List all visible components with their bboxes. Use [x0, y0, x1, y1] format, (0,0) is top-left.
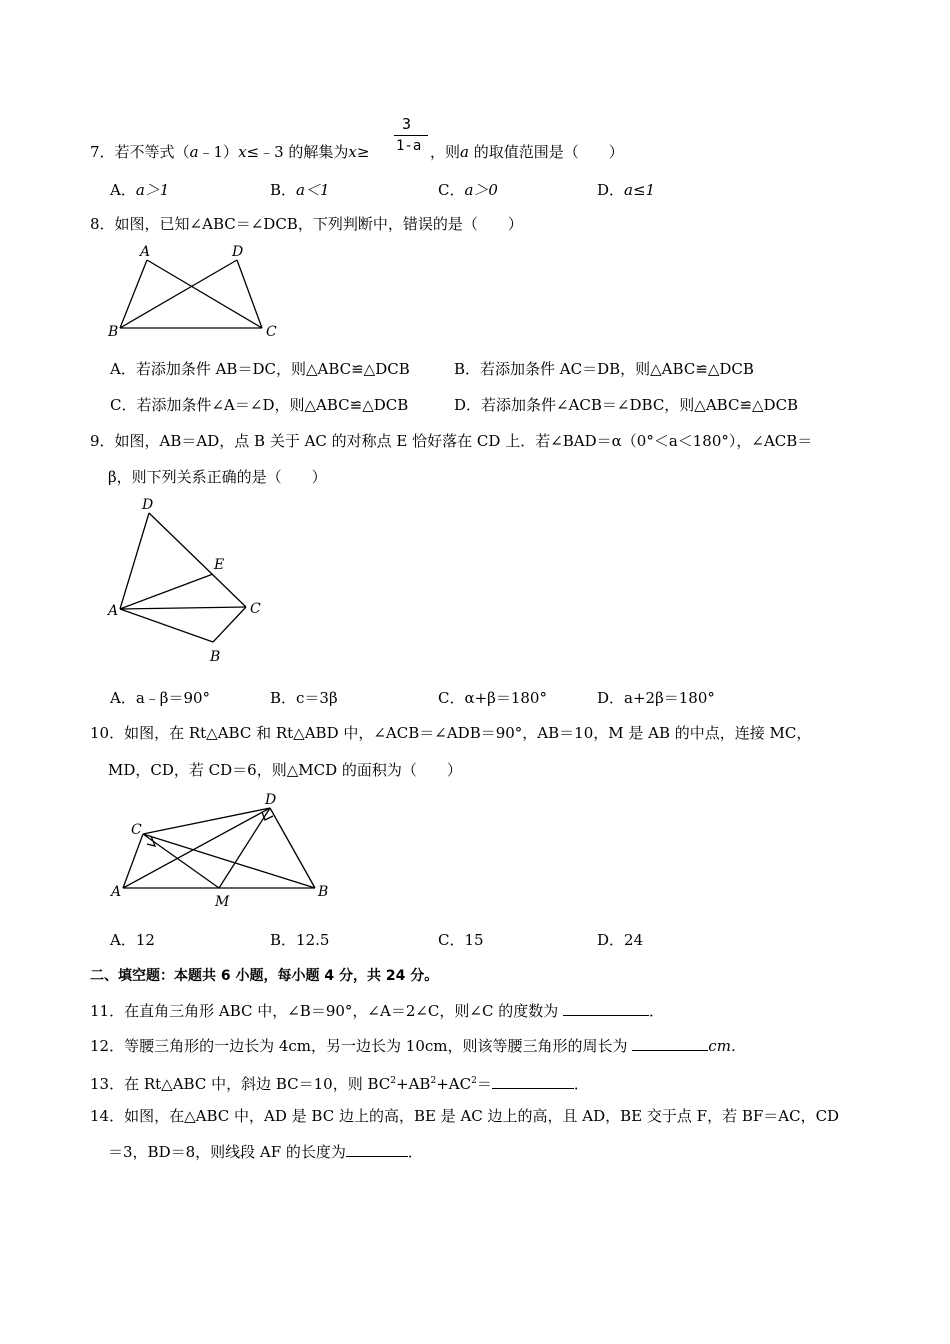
q7-option-c: C．a＞0: [438, 181, 498, 199]
q10-segment-md: [219, 808, 270, 888]
q7-option-a: A．a＞1: [110, 181, 170, 199]
q10-option-a: A．12: [110, 931, 155, 949]
q8-segment-ac: [147, 260, 262, 328]
q10-figure: [105, 788, 345, 913]
question-10-stem-line2: MD，CD，若 CD＝6，则△MCD 的面积为（ ）: [108, 761, 462, 779]
q8-segment-db: [120, 260, 237, 328]
q8-segment-ab: [120, 260, 147, 328]
q10-label-b: B: [318, 884, 329, 900]
q14-answer-blank[interactable]: [346, 1142, 408, 1157]
question-14-line2: ＝3，BD＝8，则线段 AF 的长度为 ．: [108, 1143, 423, 1161]
question-8-stem: 8．如图，已知∠ABC＝∠DCB，下列判断中，错误的是（ ）: [90, 215, 523, 233]
q10-option-b: B．12.5: [270, 931, 330, 949]
question-9-stem-line1: 9．如图，AB＝AD，点 B 关于 AC 的对称点 E 恰好落在 CD 上．若∠BAD＝α（0°＜a＜180°），∠ACB＝: [90, 432, 813, 450]
q10-option-c: C．15: [438, 931, 484, 949]
q9-segment-ad: [120, 513, 149, 609]
q9-option-d: D．a+2β＝180°: [597, 689, 715, 707]
q7-option-d: D．a≤1: [597, 181, 656, 199]
q8-label-a: A: [140, 244, 151, 260]
q9-segment-bc: [213, 607, 246, 642]
q11-answer-blank[interactable]: [563, 1001, 649, 1016]
q9-label-e: E: [214, 557, 225, 573]
q10-label-m: M: [215, 894, 230, 910]
q8-label-d: D: [232, 244, 244, 260]
q9-label-a: A: [108, 603, 119, 619]
q9-figure: [100, 495, 280, 670]
fraction-denominator: 1-a: [396, 138, 422, 154]
q10-label-c: C: [131, 822, 142, 838]
question-9-stem-line2: β，则下列关系正确的是（ ）: [108, 468, 327, 486]
question-7-stem: 7．若不等式（a﹣1）x≤﹣3 的解集为x≥: [90, 143, 370, 161]
q8-option-a: A．若添加条件 AB＝DC，则△ABC≌△DCB: [110, 360, 410, 378]
question-7-stem-end: ，则a 的取值范围是（ ）: [430, 143, 624, 161]
q8-option-d: D．若添加条件∠ACB＝∠DBC，则△ABC≌△DCB: [454, 396, 799, 414]
q10-option-d: D．24: [597, 931, 644, 949]
q9-segment-ae: [120, 574, 213, 609]
q10-segment-cd: [143, 808, 270, 834]
question-12: 12．等腰三角形的一边长为 4cm，另一边长为 10cm，则该等腰三角形的周长为 cm．: [90, 1037, 746, 1055]
q8-option-b: B．若添加条件 AC＝DB，则△ABC≌△DCB: [454, 360, 754, 378]
q8-segment-dc: [237, 260, 262, 328]
q8-label-c: C: [266, 324, 277, 340]
q8-figure: [100, 240, 290, 345]
q9-label-d: D: [142, 497, 154, 513]
section-2-heading: 二、填空题：本题共 6 小题，每小题 4 分，共 24 分。: [90, 968, 439, 984]
fraction-numerator: 3: [402, 115, 412, 133]
fraction-bar: [394, 135, 428, 136]
q9-option-a: A．a﹣β＝90°: [110, 689, 211, 707]
q12-answer-blank[interactable]: [632, 1036, 708, 1051]
q9-label-b: B: [210, 649, 221, 665]
q9-option-b: B．c＝3β: [270, 689, 338, 707]
q8-label-b: B: [108, 324, 119, 340]
question-14-line1: 14．如图，在△ABC 中，AD 是 BC 边上的高，BE 是 AC 边上的高，且 AD，BE 交于点 F，若 BF＝AC，CD: [90, 1107, 840, 1125]
q9-label-c: C: [250, 601, 261, 617]
q10-segment-ad: [123, 808, 270, 888]
q9-segment-ac: [120, 607, 246, 609]
q8-option-c: C．若添加条件∠A＝∠D，则△ABC≌△DCB: [110, 396, 409, 414]
question-10-stem-line1: 10．如图，在 Rt△ABC 和 Rt△ABD 中，∠ACB＝∠ADB＝90°，AB＝10，M 是 AB 的中点，连接 MC，: [90, 724, 812, 742]
q9-option-c: C．α+β＝180°: [438, 689, 547, 707]
q13-answer-blank[interactable]: [492, 1074, 574, 1089]
q7-option-b: B．a＜1: [270, 181, 330, 199]
question-11: 11．在直角三角形 ABC 中，∠B＝90°，∠A＝2∠C，则∠C 的度数为 ．: [90, 1002, 665, 1020]
q10-segment-ac: [123, 834, 143, 888]
question-13: 13．在 Rt△ABC 中，斜边 BC＝10，则 $BC^2+AB^2+AC^2=$ ．: [90, 1075, 589, 1093]
q10-label-a: A: [111, 884, 122, 900]
q10-label-d: D: [265, 792, 277, 808]
q9-segment-ab: [120, 609, 213, 642]
